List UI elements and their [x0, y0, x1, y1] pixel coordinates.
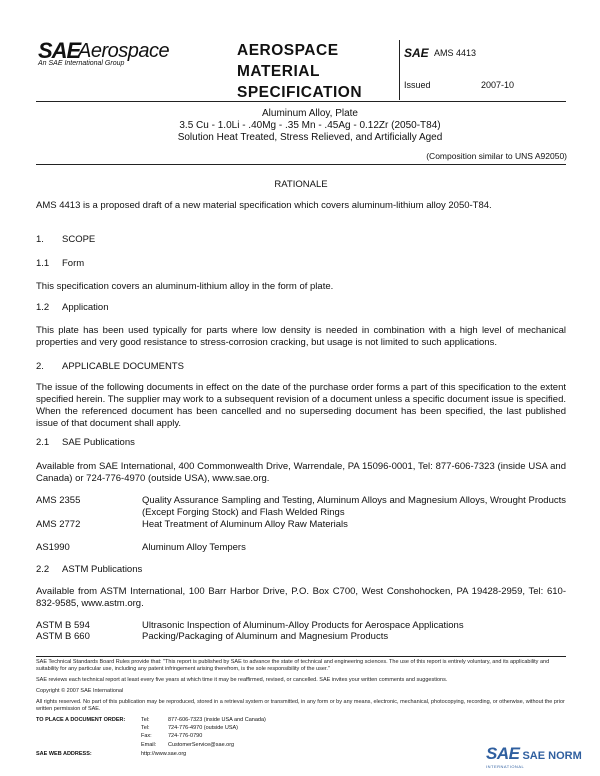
- section-title: APPLICABLE DOCUMENTS: [62, 361, 184, 372]
- reference-row: [36, 542, 566, 554]
- fax-value: 724-776-0790: [168, 733, 203, 739]
- footer-rule: [36, 656, 566, 657]
- web-link[interactable]: http://www.sae.org: [141, 751, 187, 757]
- section-number: 1.: [36, 234, 44, 245]
- reference-row: [36, 519, 566, 531]
- footer-review-note: SAE reviews each technical report at least every five years at which time it may be reaffirmed, revised, or cancelled. SAE invites your written comments and suggestions.: [36, 677, 448, 683]
- section-scope: [36, 234, 95, 245]
- tel-label: Tel:: [141, 717, 150, 723]
- application-text: This plate has been used typically for parts where low density is needed in combination with a high level of mechanical properties and very good resistance to stress-corrosion cracking, but usage is not limited to such applications.: [36, 325, 566, 348]
- order-label: TO PLACE A DOCUMENT ORDER:: [36, 717, 126, 723]
- document-type-title: [237, 40, 362, 103]
- reference-row: [36, 631, 566, 643]
- doc-sae-mark: SAE: [404, 46, 429, 60]
- header-divider: [399, 40, 400, 100]
- title-line-2: MATERIAL: [237, 63, 320, 80]
- reference-row: [36, 495, 566, 519]
- section-number: 1.1: [36, 258, 50, 269]
- norm-logo-subtitle: INTERNATIONAL: [486, 764, 525, 769]
- subtitle-line-3: Solution Heat Treated, Stress Relieved, and Artificially Aged: [177, 132, 443, 143]
- issued-date: 2007-10: [481, 80, 515, 90]
- material-subtitle: [100, 108, 520, 144]
- title-line-3: SPECIFICATION: [237, 84, 363, 101]
- reference-code: ASTM B 660: [36, 631, 90, 642]
- applicable-documents-text: The issue of the following documents in effect on the date of the purchase order forms a part of this specification to the extent specified herein. The supplier may work to a subsequent revision of a document unless a specific document issue is specified. When the referenced document has been cancelled and no superseding document has been specified, the last published issue of that document shall apply.: [36, 382, 566, 429]
- section-application: [36, 302, 108, 313]
- composition-rule: [36, 164, 566, 165]
- section-number: 2.1: [36, 437, 50, 448]
- subtitle-line-2: 3.5 Cu - 1.0Li - .40Mg - .35 Mn - .45Ag - 0.12Zr (2050-T84): [179, 120, 441, 131]
- sae-publications-text: Available from SAE International, 400 Commonwealth Drive, Warrendale, PA 15096-0001, Tel: 877-606-7323 (inside USA and Canada) or 724-776-4970 (outside USA), www.sae.org.: [36, 461, 566, 484]
- issued-label: Issued: [404, 80, 431, 90]
- document-number: AMS 4413: [434, 48, 477, 58]
- web-label: SAE WEB ADDRESS:: [36, 751, 92, 757]
- reference-code: AMS 2355: [36, 495, 81, 506]
- footer-rights: All rights reserved. No part of this publication may be reproduced, stored in a retrieval system or transmitted, in any form or by any means, electronic, mechanical, photocopying, recording, or otherwise, without the prior written permission of SAE.: [36, 699, 565, 712]
- tel2-label: Tel:: [141, 725, 150, 731]
- section-number: 2.: [36, 361, 44, 372]
- section-title: ASTM Publications: [62, 564, 143, 575]
- sae-norm-logo: [486, 744, 582, 764]
- email-link[interactable]: CustomerService@sae.org: [168, 742, 235, 748]
- reference-title: Heat Treatment of Aluminum Alloy Raw Materials: [142, 519, 348, 530]
- footer-copyright: Copyright © 2007 SAE International: [36, 688, 124, 694]
- section-sae-publications: [36, 437, 135, 448]
- header-rule: [36, 101, 566, 102]
- norm-logo-mark: SAE: [486, 744, 520, 763]
- section-number: 2.2: [36, 564, 50, 575]
- reference-code: AS1990: [36, 542, 70, 553]
- reference-title: Aluminum Alloy Tempers: [142, 542, 246, 553]
- reference-title: Packing/Packaging of Aluminum and Magnesium Products: [142, 631, 389, 642]
- section-title: Application: [62, 302, 109, 313]
- reference-code: ASTM B 594: [36, 620, 90, 631]
- footer-disclaimer: SAE Technical Standards Board Rules provide that: "This report is published by SAE to advance the state of technical and engineering sciences. The use of this report is entirely voluntary, and its applicability and suitability for any particular use, including any patent infringement arising therefrom, is the sole responsibility of the user.": [36, 659, 550, 672]
- norm-logo-text: SAE NORM: [522, 750, 582, 762]
- form-text: This specification covers an aluminum-lithium alloy in the form of plate.: [36, 281, 334, 292]
- logo-subtitle: An SAE International Group: [38, 60, 125, 67]
- rationale-heading: RATIONALE: [274, 179, 328, 190]
- composition-note: (Composition similar to UNS A92050): [426, 151, 567, 161]
- section-form: [36, 258, 84, 269]
- tel2-value: 724-776-4970 (outside USA): [168, 725, 239, 731]
- reference-title: Ultrasonic Inspection of Aluminum-Alloy Products for Aerospace Applications: [142, 620, 464, 631]
- email-label: Email:: [141, 742, 157, 748]
- aerospace-logo-text: Aerospace: [78, 40, 170, 62]
- tel-value: 877-606-7323 (inside USA and Canada): [168, 717, 266, 723]
- section-astm-publications: [36, 564, 142, 575]
- reference-title: Quality Assurance Sampling and Testing, Aluminum Alloys and Magnesium Alloys, Wrought Products (Except Forging Stock) and Flash Welded Rings: [142, 495, 566, 518]
- astm-publications-text: Available from ASTM International, 100 Barr Harbor Drive, P.O. Box C700, West Conshohocken, PA 19428-2959, Tel: 610-832-9585, www.astm.org.: [36, 586, 566, 609]
- sae-logo-mark: SAE: [38, 38, 81, 63]
- section-number: 1.2: [36, 302, 50, 313]
- section-title: SCOPE: [62, 234, 96, 245]
- fax-label: Fax:: [141, 733, 152, 739]
- title-line-1: AEROSPACE: [237, 42, 339, 59]
- section-applicable-documents: [36, 361, 184, 372]
- section-title: Form: [62, 258, 85, 269]
- reference-code: AMS 2772: [36, 519, 81, 530]
- section-title: SAE Publications: [62, 437, 135, 448]
- rationale-text: AMS 4413 is a proposed draft of a new material specification which covers aluminum-lithium alloy 2050-T84.: [36, 200, 492, 211]
- subtitle-line-1: Aluminum Alloy, Plate: [262, 108, 358, 119]
